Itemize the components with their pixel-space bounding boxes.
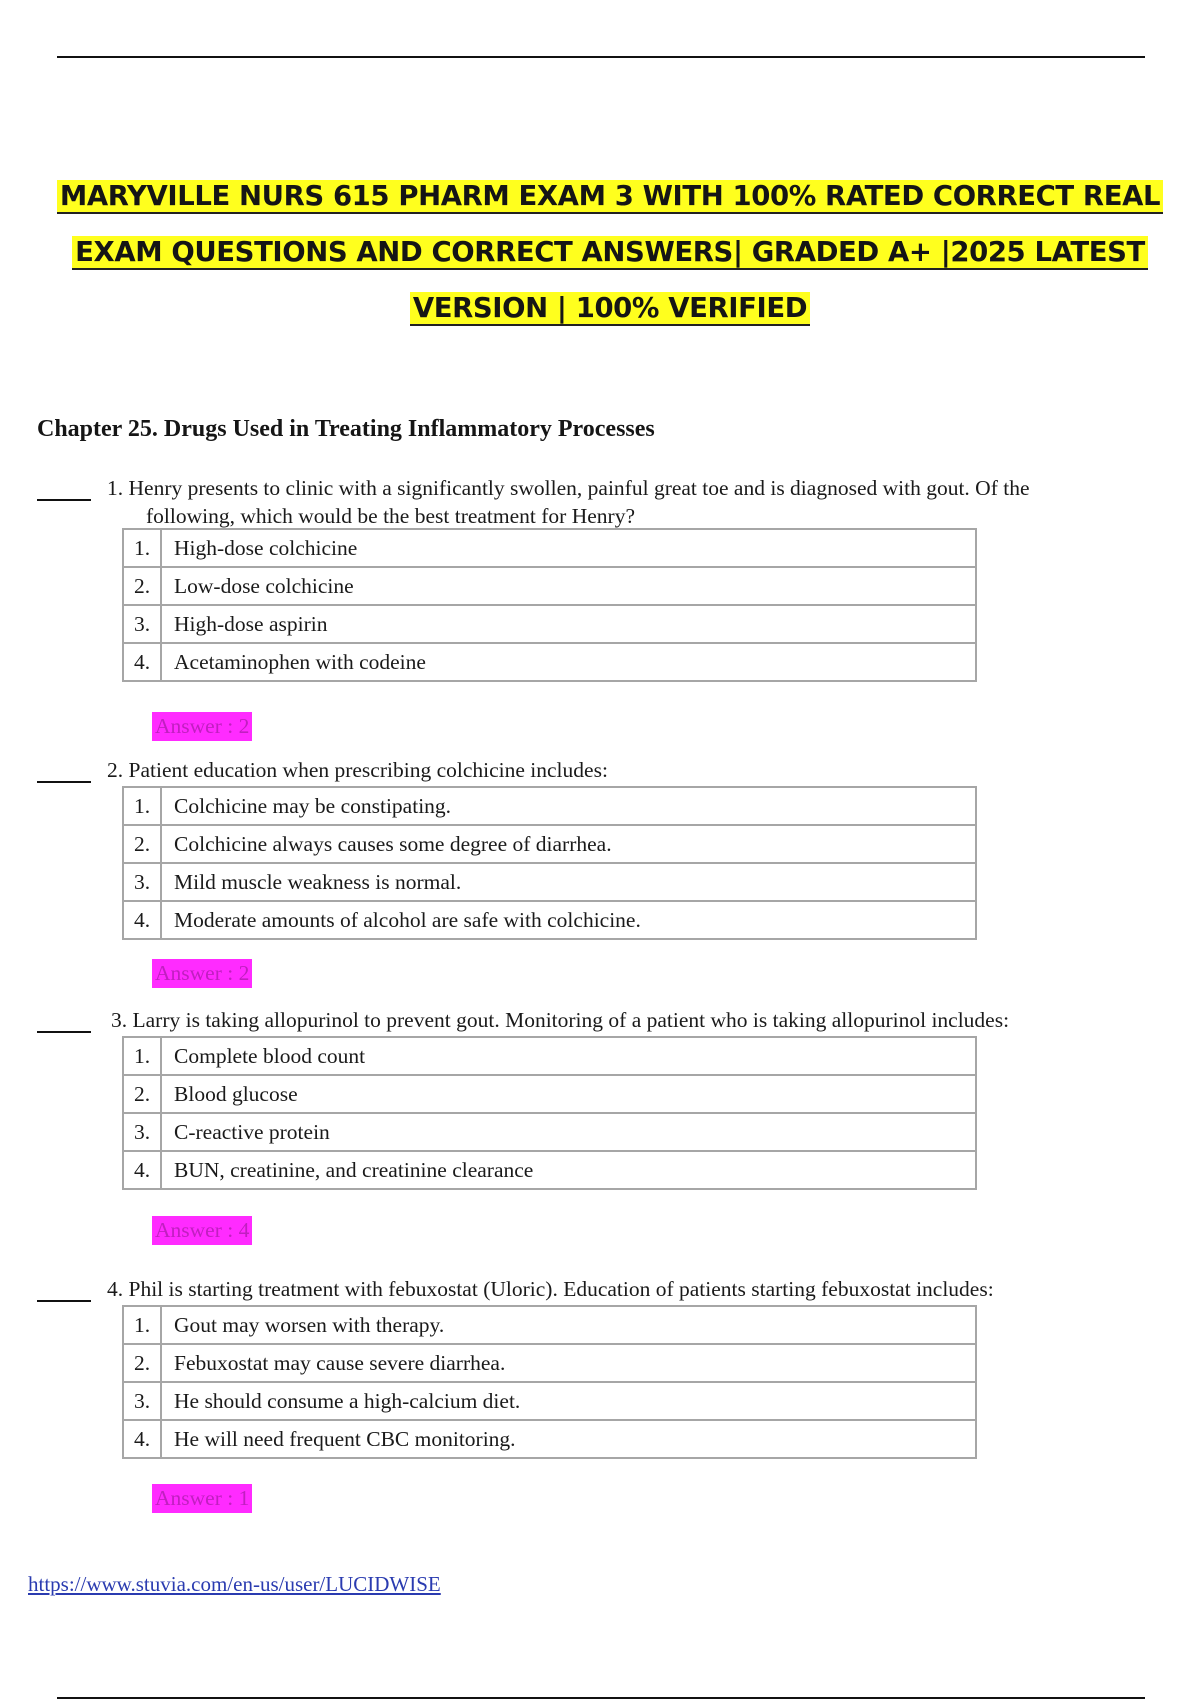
option-row	[123, 567, 976, 605]
answer-blank[interactable]	[37, 781, 91, 783]
option-text: High-dose aspirin	[161, 605, 976, 643]
option-number: 4.	[123, 901, 161, 939]
options-table-3	[122, 1036, 977, 1190]
answer-blank[interactable]	[37, 1300, 91, 1302]
document-title	[50, 168, 1170, 336]
bottom-rule	[57, 1697, 1145, 1699]
option-number: 3.	[123, 1113, 161, 1151]
question-number: 1.	[107, 476, 124, 500]
option-text: Acetaminophen with codeine	[161, 643, 976, 681]
option-number: 2.	[123, 825, 161, 863]
question-text: Larry is taking allopurinol to prevent gout. Monitoring of a patient who is taking allopurinol includes:	[132, 1008, 1010, 1032]
option-row	[123, 787, 976, 825]
option-text: Complete blood count	[161, 1037, 976, 1075]
answer-blank[interactable]	[37, 1031, 91, 1033]
option-number: 1.	[123, 529, 161, 567]
chapter-heading: Chapter 25. Drugs Used in Treating Inflammatory Processes	[37, 416, 655, 442]
question-stem	[111, 1006, 1151, 1034]
option-row	[123, 1306, 976, 1344]
option-text: Low-dose colchicine	[161, 567, 976, 605]
option-text: BUN, creatinine, and creatinine clearance	[161, 1151, 976, 1189]
title-line-3: VERSION | 100% VERIFIED	[410, 292, 810, 326]
option-text: Moderate amounts of alcohol are safe with colchicine.	[161, 901, 976, 939]
option-number: 2.	[123, 1344, 161, 1382]
option-text: Mild muscle weakness is normal.	[161, 863, 976, 901]
question-number: 3.	[111, 1008, 128, 1032]
option-row	[123, 1344, 976, 1382]
answer-key: Answer : 4	[152, 1216, 252, 1245]
option-number: 2.	[123, 1075, 161, 1113]
option-row	[123, 643, 976, 681]
question-text: Phil is starting treatment with febuxostat (Uloric). Education of patients starting febuxostat includes:	[128, 1277, 994, 1301]
option-text: C-reactive protein	[161, 1113, 976, 1151]
option-number: 2.	[123, 567, 161, 605]
answer-key: Answer : 2	[152, 712, 252, 741]
question-text: Patient education when prescribing colchicine includes:	[128, 758, 608, 782]
option-text: High-dose colchicine	[161, 529, 976, 567]
option-text: Blood glucose	[161, 1075, 976, 1113]
option-number: 1.	[123, 1037, 161, 1075]
options-table-1	[122, 528, 977, 682]
option-text: Gout may worsen with therapy.	[161, 1306, 976, 1344]
title-line-2: EXAM QUESTIONS AND CORRECT ANSWERS| GRADED A+ |2025 LATEST	[72, 236, 1148, 270]
option-row	[123, 1382, 976, 1420]
option-number: 3.	[123, 605, 161, 643]
option-row	[123, 1420, 976, 1458]
options-table-2	[122, 786, 977, 940]
top-rule	[57, 56, 1145, 58]
stuvia-profile-link[interactable]: https://www.stuvia.com/en-us/user/LUCIDWISE	[28, 1572, 441, 1596]
question-stem	[107, 756, 1147, 784]
option-number: 1.	[123, 787, 161, 825]
option-number: 4.	[123, 1151, 161, 1189]
option-row	[123, 1075, 976, 1113]
question-number: 4.	[107, 1277, 124, 1301]
option-row	[123, 529, 976, 567]
answer-key: Answer : 2	[152, 959, 252, 988]
option-text: Colchicine may be constipating.	[161, 787, 976, 825]
answer-key: Answer : 1	[152, 1484, 252, 1513]
option-row	[123, 1113, 976, 1151]
question-text-cont: following, which would be the best treatment for Henry?	[146, 504, 635, 528]
option-row	[123, 605, 976, 643]
options-table-4	[122, 1305, 977, 1459]
option-number: 3.	[123, 1382, 161, 1420]
option-row	[123, 1151, 976, 1189]
option-text: He will need frequent CBC monitoring.	[161, 1420, 976, 1458]
option-text: Colchicine always causes some degree of diarrhea.	[161, 825, 976, 863]
option-number: 4.	[123, 1420, 161, 1458]
question-stem	[107, 474, 1147, 530]
question-number: 2.	[107, 758, 124, 782]
option-number: 4.	[123, 643, 161, 681]
option-number: 1.	[123, 1306, 161, 1344]
question-stem	[107, 1275, 1147, 1303]
option-text: Febuxostat may cause severe diarrhea.	[161, 1344, 976, 1382]
title-line-1: MARYVILLE NURS 615 PHARM EXAM 3 WITH 100% RATED CORRECT REAL	[57, 180, 1163, 214]
option-row	[123, 1037, 976, 1075]
answer-blank[interactable]	[37, 499, 91, 501]
option-number: 3.	[123, 863, 161, 901]
option-text: He should consume a high-calcium diet.	[161, 1382, 976, 1420]
option-row	[123, 901, 976, 939]
option-row	[123, 825, 976, 863]
option-row	[123, 863, 976, 901]
question-text: Henry presents to clinic with a significantly swollen, painful great toe and is diagnosed with gout. Of the	[128, 476, 1030, 500]
